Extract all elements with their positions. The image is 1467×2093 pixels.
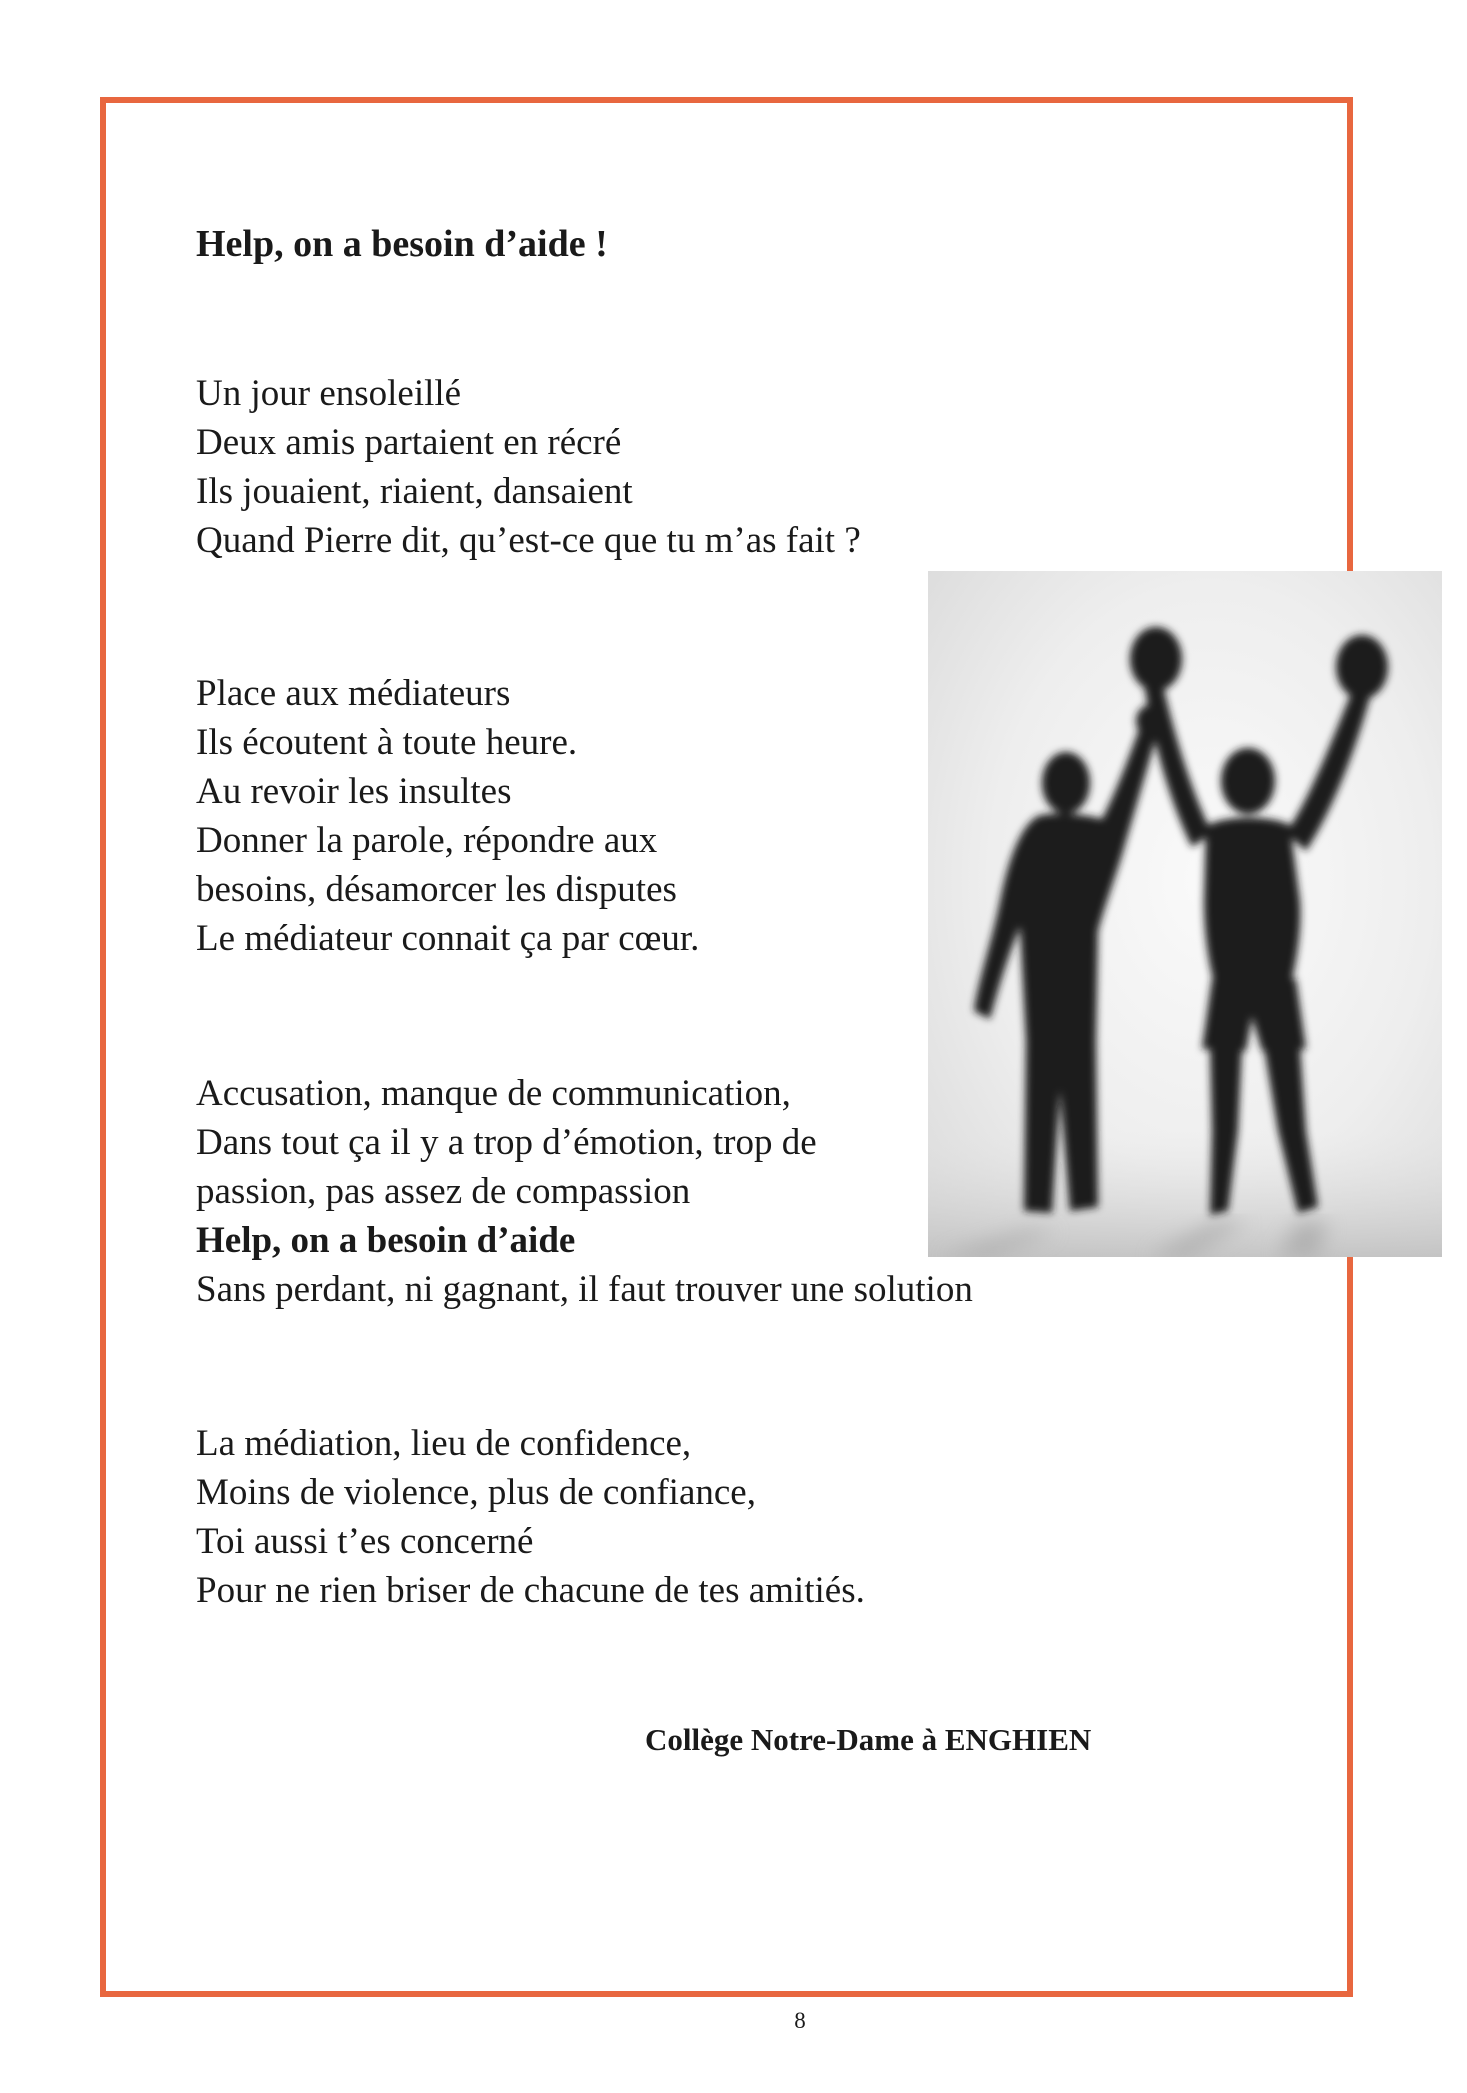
poem-line: Au revoir les insultes [196,771,512,812]
poem-line: Quand Pierre dit, qu’est-ce que tu m’as fait ? [196,520,861,561]
poem-line: La médiation, lieu de confidence, [196,1423,692,1464]
poem-line: Accusation, manque de communication, [196,1073,791,1114]
poem-line: Ils jouaient, riaient, dansaient [196,471,633,512]
silhouette-photo [928,571,1442,1257]
poem-line: Place aux médiateurs [196,673,511,714]
poem-line: Dans tout ça il y a trop d’émotion, trop de [196,1122,817,1163]
author-signature: Collège Notre-Dame à ENGHIEN [645,1722,1092,1757]
poem-line: Ils écoutent à toute heure. [196,722,578,763]
poem-line: Sans perdant, ni gagnant, il faut trouver une solution [196,1269,973,1310]
stanza-2 [196,669,699,963]
poem-line: Deux amis partaient en récré [196,422,622,463]
poem-line: Toi aussi t’es concerné [196,1521,534,1562]
page-number: 8 [794,2008,806,2033]
poem-line: Pour ne rien briser de chacune de tes amitiés. [196,1570,865,1611]
poem-title: Help, on a besoin d’aide ! [196,223,608,265]
poem-line: Le médiateur connait ça par cœur. [196,918,700,959]
poem-line: Donner la parole, répondre aux [196,820,658,861]
poem-line: Un jour ensoleillé [196,373,462,414]
poem-line: passion, pas assez de compassion [196,1171,691,1212]
stanza-1 [196,369,861,565]
stanza-4 [196,1419,865,1615]
stanza-3 [196,1069,973,1314]
two-silhouettes-illustration [928,571,1442,1257]
poem-line: Moins de violence, plus de confiance, [196,1472,756,1513]
poem-line-emphasis: Help, on a besoin d’aide [196,1220,576,1261]
poem-line: besoins, désamorcer les disputes [196,869,677,910]
